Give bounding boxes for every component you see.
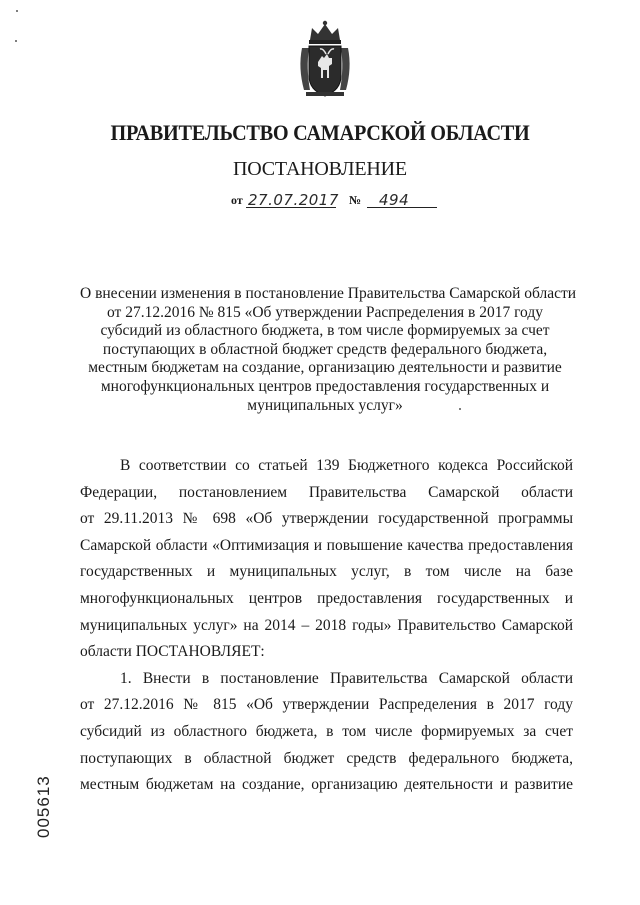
body-line: Самарской области «Оптимизация и повышение качества предоставления — [80, 536, 573, 554]
body-line: Федерации, постановлением Правительства Самарской области — [80, 483, 573, 501]
body-line: субсидий из областного бюджета, в том числе формируемых за счет — [80, 722, 573, 740]
body-line: поступающих в областной бюджет средств федерального бюджета, — [80, 749, 573, 767]
scan-speck — [16, 10, 18, 12]
date-handwritten: 27.07.2017 — [248, 191, 339, 209]
subject-line: местным бюджетам на создание, организацию деятельности и развитие — [88, 359, 562, 377]
body-line: многофункциональных центров предоставления государственных и — [80, 589, 573, 607]
number-prefix: № — [349, 193, 362, 207]
date-number-line — [231, 188, 441, 212]
subject-line: субсидий из областного бюджета, в том числе формируемых за счет — [100, 322, 550, 340]
body-line: области ПОСТАНОВЛЯЕТ: — [80, 643, 265, 661]
body-line: государственных и муниципальных услуг, в том числе на базе — [80, 563, 573, 581]
body-line: от 29.11.2013 № 698 «Об утверждении государственной программы — [80, 510, 573, 528]
body-line: 1. Внести в постановление Правительства Самарской области — [120, 669, 573, 687]
subject-line: поступающих в областной бюджет средств федерального бюджета, — [102, 340, 548, 358]
government-title: ПРАВИТЕЛЬСТВО САМАРСКОЙ ОБЛАСТИ — [110, 120, 530, 145]
subject-line: муниципальных услуг» — [247, 396, 403, 414]
document-type: ПОСТАНОВЛЕНИЕ — [233, 158, 407, 180]
samara-coat-of-arms-icon — [296, 18, 354, 100]
document-subject — [80, 285, 577, 415]
body-line: муниципальных услуг» на 2014 – 2018 годы» Правительство Самарской — [80, 616, 573, 634]
document-body — [80, 453, 573, 799]
body-line: от 27.12.2016 № 815 «Об утверждении Распределения в 2017 году — [80, 696, 573, 714]
subject-line: от 27.12.2016 № 815 «Об утверждении Распределения в 2017 году — [107, 303, 543, 321]
number-handwritten: 494 — [379, 191, 410, 209]
scan-speck — [15, 40, 17, 42]
date-prefix: от — [231, 193, 243, 207]
margin-stamp: 005613 — [34, 775, 53, 838]
subject-line: О внесении изменения в постановление Правительства Самарской области — [80, 285, 577, 302]
body-line: местным бюджетам на создание, организацию деятельности и развитие — [80, 776, 573, 794]
subject-line: многофункциональных центров предоставления государственных и — [100, 377, 550, 395]
body-line: В соответствии со статьей 139 Бюджетного кодекса Российской — [120, 457, 573, 474]
